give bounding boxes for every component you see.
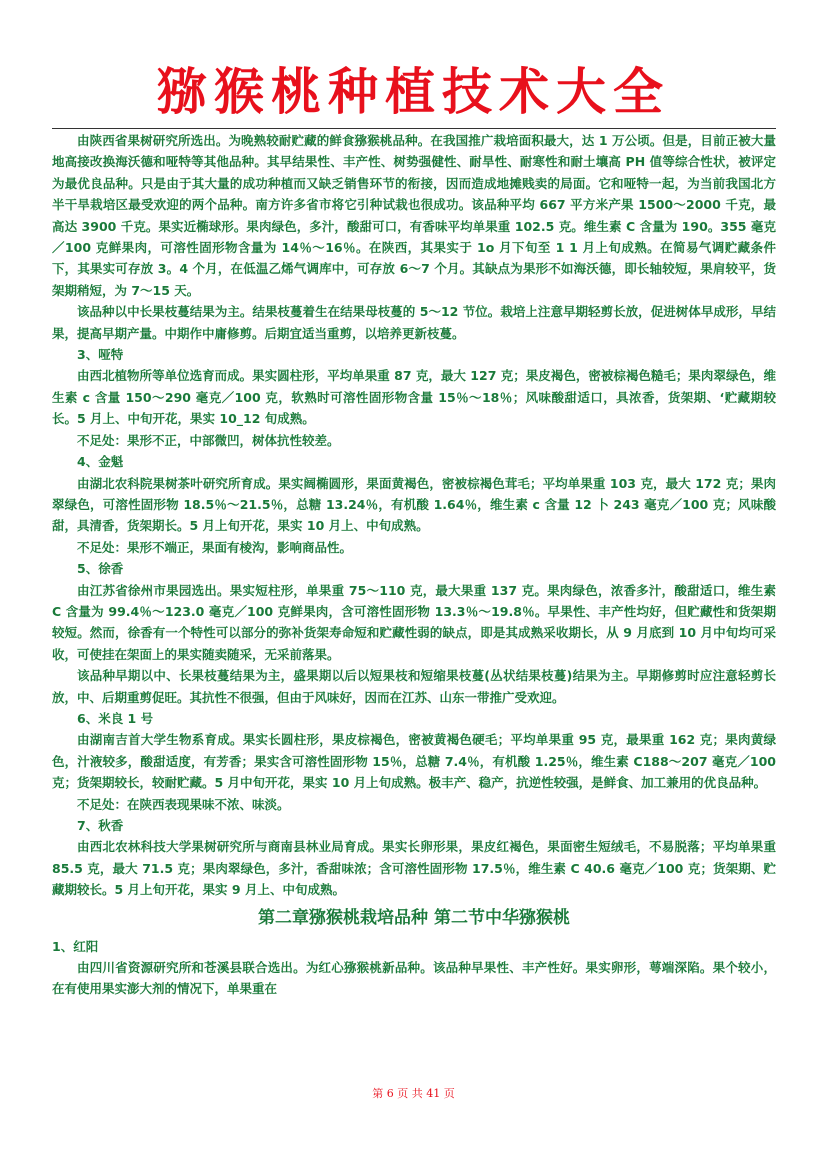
- paragraph: 由湖北农科院果树茶叶研究所育成。果实阔椭圆形，果面黄褐色，密被棕褐色茸毛；平均单果重 103 克，最大 172 克；果肉翠绿色，可溶性固形物 18.5％～21.5％，总糖 13.24％，有机酸 1.64％，维生素 c 含量 12 卜 243 毫克／100 克；风味酸甜，具清香，货架期长。5 月上旬开花，果实 10 月上、中旬成熟。: [52, 475, 776, 534]
- shortcoming-note: 不足处：在陕西表现果味不浓、味淡。: [77, 796, 290, 812]
- paragraph: 由四川省资源研究所和苍溪县联合选出。为红心猕猴桃新品种。该品种早果性、丰产性好。果实卵形，萼端深陷。果个较小，在有使用果实澎大剂的情况下，单果重在: [52, 960, 776, 997]
- header-rule: [52, 128, 776, 129]
- body-text: [52, 130, 776, 1000]
- chapter-heading: 第二章猕猴桃栽培品种 第二节中华猕猴桃: [258, 907, 570, 928]
- section-heading: 6、米良 1 号: [77, 710, 154, 726]
- shortcoming-note: 不足处：果形不正，中部微凹，树体抗性较差。: [77, 432, 340, 448]
- paragraph: 由西北农林科技大学果树研究所与商南县林业局育成。果实长卵形果，果皮红褐色，果面密生短绒毛，不易脱落；平均单果重 85.5 克，最大 71.5 克；果肉翠绿色，多汁，香甜味浓；含可溶性固形物 17.5％，维生素 C 40.6 毫克／100 克；货架期、贮藏期较长。5 月上旬开花，果实 9 月上、中旬成熟。: [52, 839, 776, 898]
- paragraph: 由陕西省果树研究所选出。为晚熟较耐贮藏的鲜食猕猴桃品种。在我国推广栽培面积最大，达 1 万公顷。但是，目前正被大量地高接改换海沃德和哑特等其他品种。其早结果性、丰产性、树势强健性、耐旱性、耐寒性和耐土壤高 PH 值等综合性状，被评定为最优良品种。只是由于其大量的成功种植而又缺乏销售环节的衔接，因而造成地摊贱卖的局面。它和哑特一起，为当前我国北方半干旱栽培区最受欢迎的两个品种。南方许多省市将它引种试栽也很成功。该品种平均 667 平方米产果 1500～2000 千克，最高达 3900 千克。果实近椭球形。果肉绿色，多汁，酸甜可口，有香味平均单果重 102.5 克。维生素 C 含量为 190。355 毫克／100 克鲜果肉，可溶性固形物含量为 14％～16％。在陕西，其果实于 1o 月下旬至 1 1 月上旬成熟。在简易气调贮藏条件下，其果实可存放 3。4 个月，在低温乙烯气调库中，可存放 6～7 个月。其缺点为果形不如海沃德，即长轴较短，果肩较平，货架期稍短，为 7～15 天。: [52, 133, 776, 298]
- paragraph: 由江苏省徐州市果园选出。果实短柱形，单果重 75～110 克，最大果重 137 克。果肉绿色，浓香多汁，酸甜适口，维生素 C 含量为 99.4％～123.0 毫克／100 克鲜果肉，含可溶性固形物 13.3％～19.8％。早果性、丰产性均好，但贮藏性和货架期较短。然而，徐香有一个特性可以部分的弥补货架寿命短和贮藏性弱的缺点，即是其成熟采收期长，从 9 月底到 10 月中旬均可采收，可使挂在架面上的果实随卖随采，无采前落果。: [52, 582, 776, 662]
- paragraph: 由湖南吉首大学生物系育成。果实长圆柱形，果皮棕褐色，密被黄褐色硬毛；平均单果重 95 克，最果重 162 克；果肉黄绿色，汁液较多，酸甜适度，有芳香；果实含可溶性固形物 15％，总糖 7.4％，有机酸 1.25％，维生素 C188～207 毫克／100 克；货架期较长，较耐贮藏。5 月中旬开花，果实 10 月上旬成熟。极丰产、稳产，抗逆性较强，是鲜食、加工兼用的优良品种。: [52, 732, 776, 791]
- paragraph: 由西北植物所等单位选育而成。果实圆柱形，平均单果重 87 克，最大 127 克；果皮褐色，密被棕褐色糙毛；果肉翠绿色，维生素 c 含量 150～290 毫克／100 克，软熟时可溶性固形物含量 15％～18％；风味酸甜适口，具浓香，货架期、‘贮藏期较长。5 月上、中旬开花，果实 10_12 旬成熟。: [52, 368, 776, 427]
- paragraph: 该品种早期以中、长果枝蔓结果为主，盛果期以后以短果枝和短缩果枝蔓(丛状结果枝蔓)结果为主。早期修剪时应注意轻剪长放，中、后期重剪促旺。其抗性不很强，但由于风味好，因而在江苏、山东一带推广受欢迎。: [52, 668, 776, 705]
- shortcoming-note: 不足处：果形不端正，果面有棱沟，影响商品性。: [77, 539, 353, 555]
- section-heading: 4、金魁: [77, 454, 124, 470]
- section-heading: 3、哑特: [77, 347, 124, 363]
- paragraph: 该品种以中长果枝蔓结果为主。结果枝蔓着生在结果母枝蔓的 5～12 节位。栽培上注意早期轻剪长放，促进树体早成形，早结果，提高早期产量。中期作中庸修剪。后期宜适当重剪，以培养更新枝蔓。: [52, 304, 776, 341]
- page-title: 猕猴桃种植技术大全: [157, 62, 670, 121]
- page-number: 第 6 页 共 41 页: [372, 1087, 455, 1100]
- section-heading: 1、红阳: [52, 938, 99, 954]
- section-heading: 7、秋香: [77, 818, 124, 833]
- section-heading: 5、徐香: [77, 561, 124, 577]
